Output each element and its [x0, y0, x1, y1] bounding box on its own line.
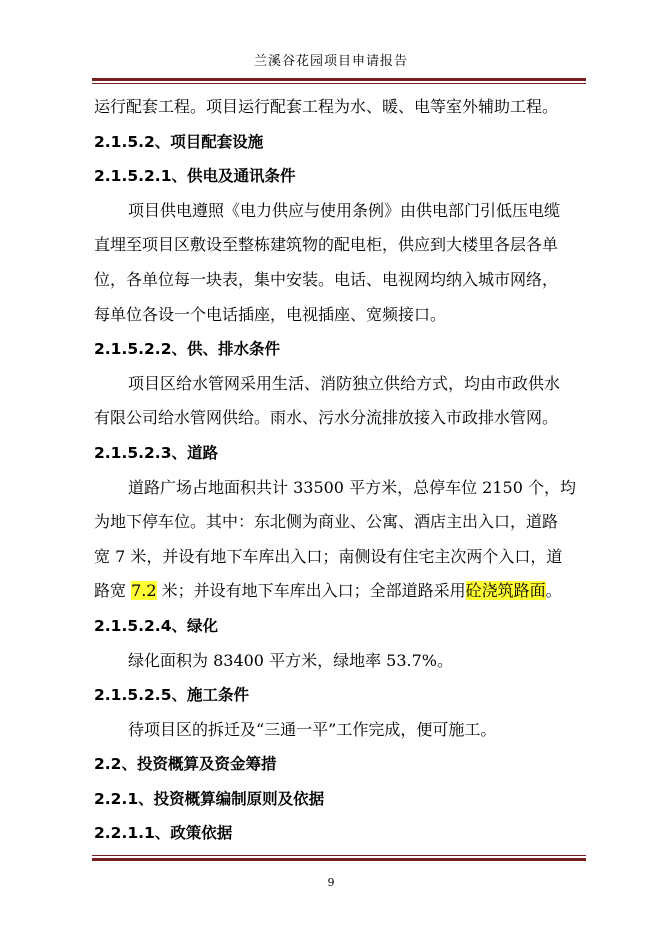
paragraph-line: 道路广场占地面积共计 33500 平方米，总停车位 2150 个，均	[128, 477, 576, 497]
paragraph-line: 直埋至项目区敷设至整栋建筑物的配电柜，供应到大楼里各层各单	[94, 235, 559, 255]
section-heading: 2.1.5.2.4、绿化	[94, 616, 218, 635]
header-rule-thin	[92, 83, 586, 84]
header-rule-thick	[92, 78, 586, 81]
document-body	[94, 90, 594, 851]
text-span: 路宽	[94, 581, 132, 601]
section-heading: 2.1.5.2.1、供电及通讯条件	[94, 167, 296, 186]
paragraph-line	[94, 574, 594, 609]
paragraph-line: 项目区给水管网采用生活、消防独立供给方式，均由市政供水	[128, 373, 561, 393]
section-heading: 2.1.5.2.5、施工条件	[94, 686, 249, 705]
section-heading: 2.1.5.2、项目配套设施	[94, 132, 264, 151]
paragraph-line: 绿化面积为 83400 平方米，绿地率 53.7%。	[128, 650, 453, 670]
footer-rule-thick	[92, 858, 586, 861]
paragraph-line: 位，各单位每一块表，集中安装。电话、电视网均纳入城市网络，	[94, 269, 559, 289]
paragraph-line: 待项目区的拆迁及“三通一平”工作完成，便可施工。	[128, 719, 497, 739]
section-heading: 2.1.5.2.2、供、排水条件	[94, 340, 280, 359]
page-header-title: 兰溪谷花园项目申请报告	[253, 54, 408, 69]
text-span: 米；并设有地下车库出入口；全部道路采用	[156, 581, 466, 601]
paragraph-line: 为地下停车位。其中：东北侧为商业、公寓、酒店主出入口，道路	[94, 512, 559, 532]
footer-rule-thin	[92, 855, 586, 856]
section-heading: 2.2.1、投资概算编制原则及依据	[94, 789, 325, 808]
section-heading: 2.2、投资概算及资金筹措	[94, 755, 277, 774]
paragraph-line: 每单位各设一个电话插座，电视插座、宽频接口。	[94, 304, 447, 324]
page-number: 9	[327, 876, 335, 889]
section-heading: 2.2.1.1、政策依据	[94, 824, 233, 843]
paragraph-line: 有限公司给水管网供给。雨水、污水分流排放接入市政排水管网。	[94, 408, 559, 428]
highlighted-text: 7.2	[131, 581, 157, 601]
section-heading: 2.1.5.2.3、道路	[94, 443, 218, 462]
paragraph-line: 运行配套工程。项目运行配套工程为水、暖、电等室外辅助工程。	[94, 97, 559, 116]
text-span: 。	[545, 581, 562, 601]
paragraph-line: 项目供电遵照《电力供应与使用条例》由供电部门引低压电缆	[128, 200, 561, 220]
highlighted-text: 砼浇筑路面	[465, 581, 546, 601]
paragraph-line: 宽 7 米，并设有地下车库出入口；南侧设有住宅主次两个入口，道	[94, 546, 563, 566]
